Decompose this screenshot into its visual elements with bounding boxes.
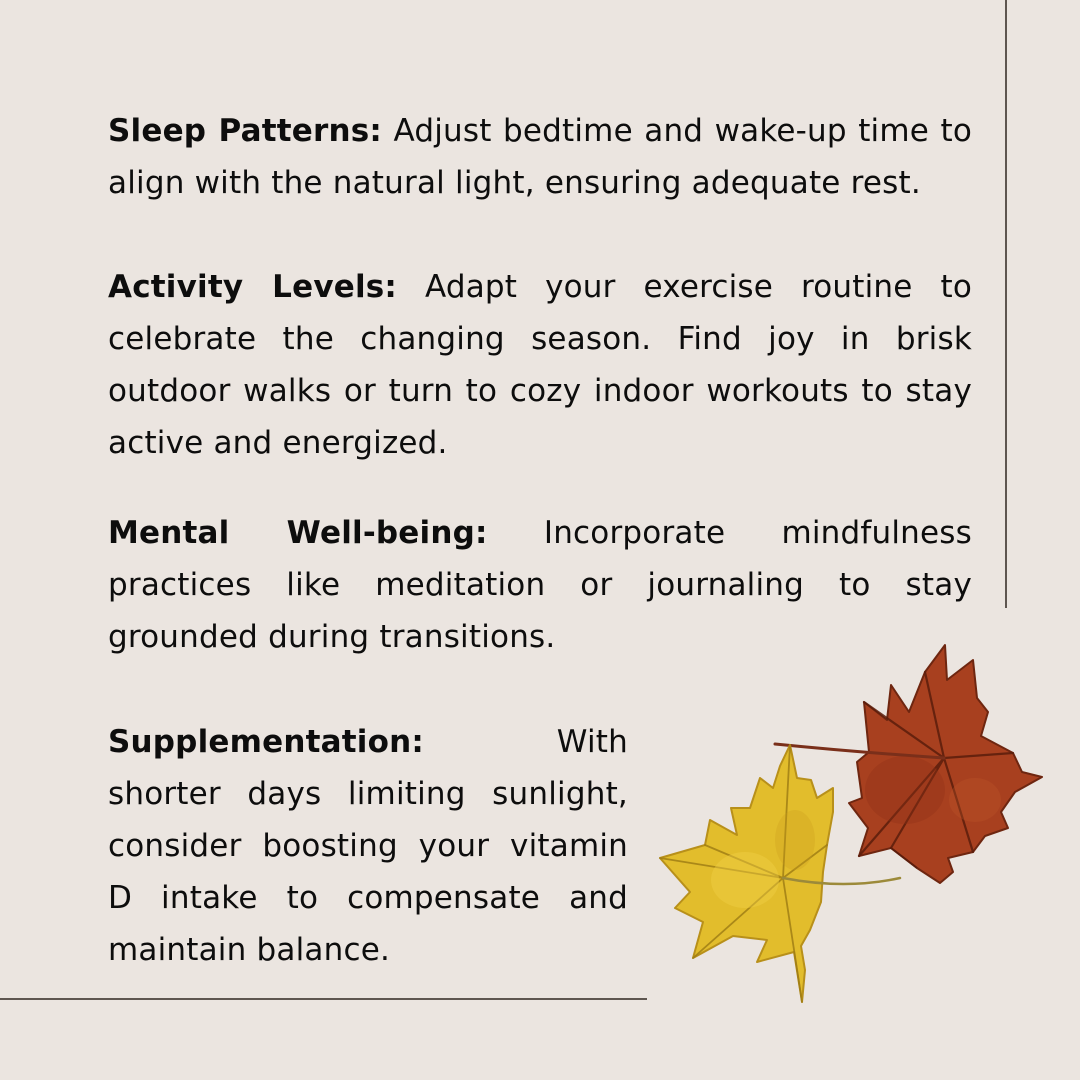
sleep-patterns-text: Adjust bedtime and wake-up time to align with the natural light, ensuring adequate rest. [108, 113, 972, 201]
mental-well-being-text: Incorporate mindfulness practices like meditation or journaling to stay grounded during transitions. [108, 515, 972, 655]
supplementation-text: With shorter days limiting sunlight, consider boosting your vitamin D intake to compensate and maintain balance. [108, 724, 628, 968]
supplementation-paragraph [108, 716, 628, 976]
horizontal-divider-line [0, 998, 647, 1000]
autumn-leaves-image [655, 640, 1050, 1010]
vertical-divider-line [1005, 0, 1007, 608]
mental-well-being-heading: Mental Well-being: [108, 515, 488, 551]
activity-levels-paragraph [108, 261, 972, 469]
sleep-patterns-paragraph [108, 105, 972, 209]
activity-levels-text: Adapt your exercise routine to celebrate the changing season. Find joy in brisk outdoor walks or turn to cozy indoor workouts to stay active and energized. [108, 269, 972, 461]
supplementation-heading: Supplementation: [108, 724, 424, 760]
activity-levels-heading: Activity Levels: [108, 269, 398, 305]
sleep-patterns-heading: Sleep Patterns: [108, 113, 383, 149]
